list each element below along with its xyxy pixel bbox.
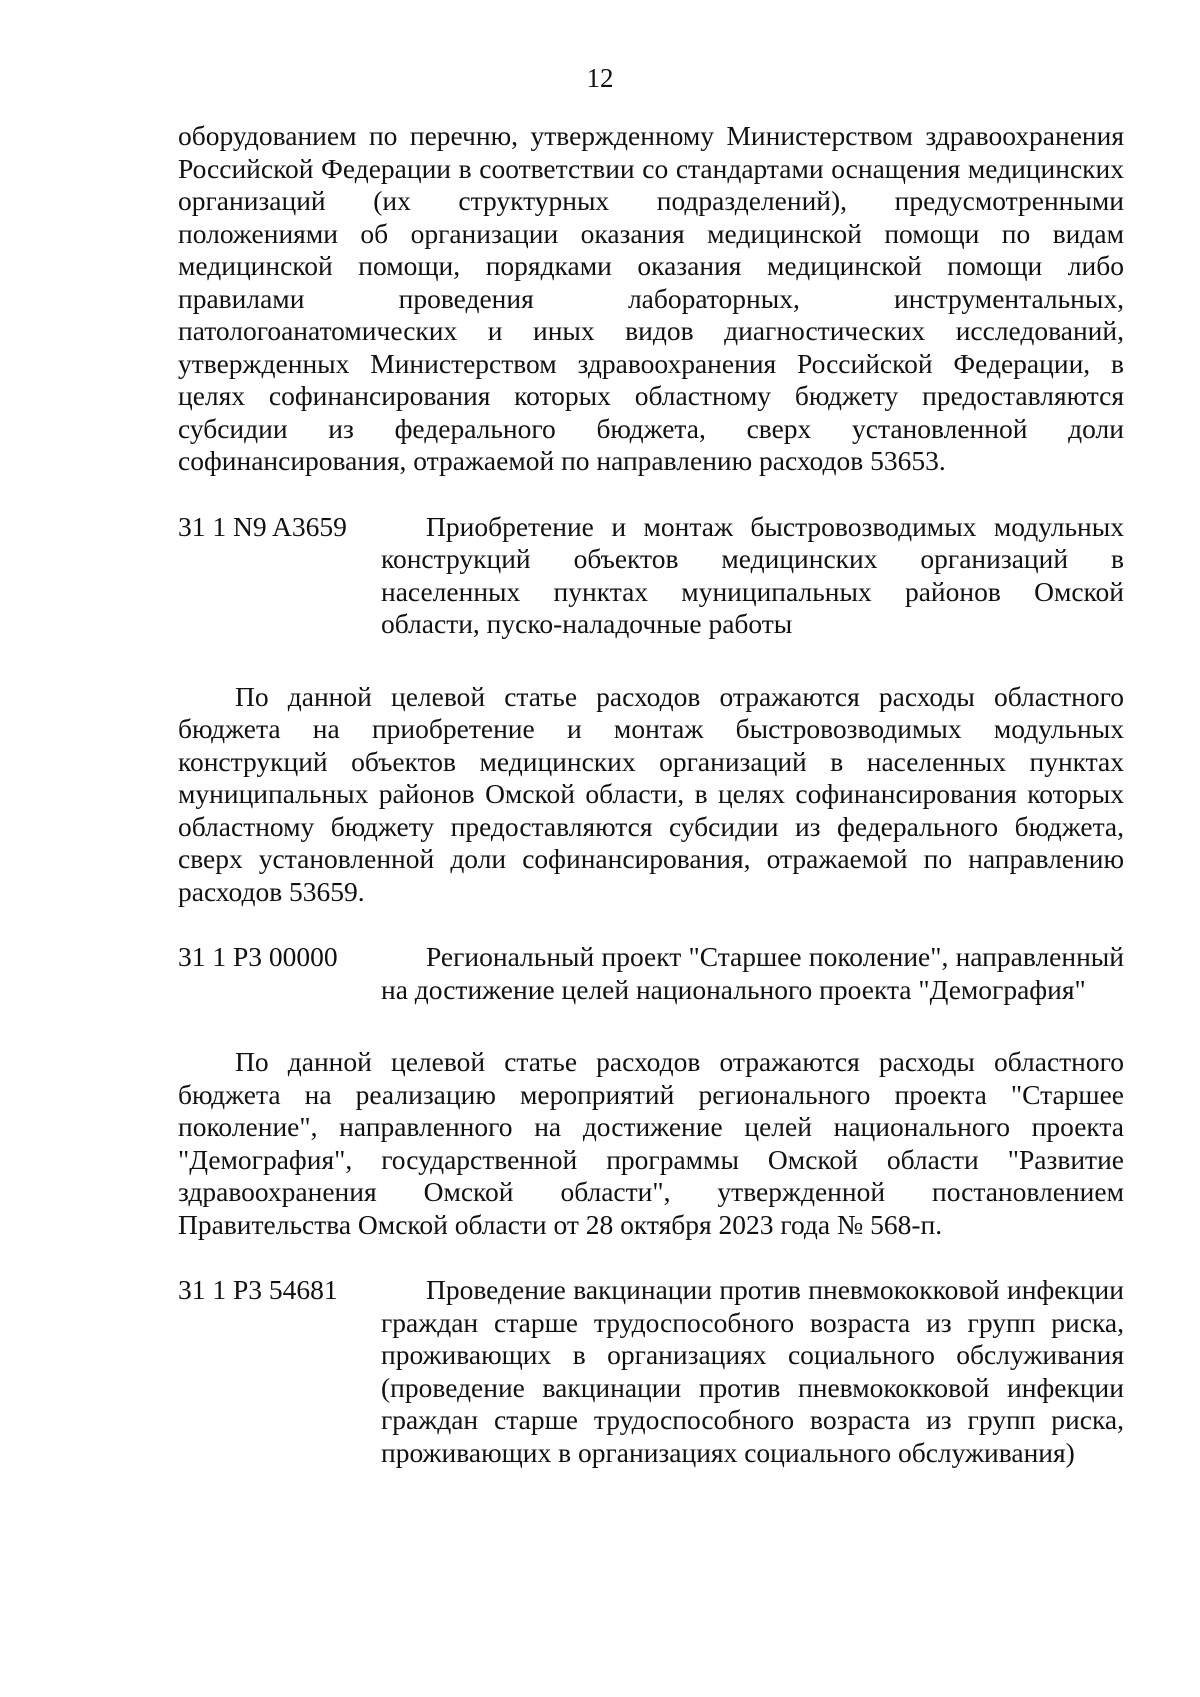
- paragraph-description-p3-00000: По данной целевой статье расходов отражаются расходы областного бюджета на реализацию мероприятий регионального проекта "Старшее поколение", направленного на достижение целей национального проекта "Демография", государственной программы Омской области "Развитие здравоохранения Омской области", утвержденной постановлением Правительства Омской области от 28 октября 2023 года № 568-п.: [178, 1046, 1124, 1240]
- page-content: [178, 120, 1124, 1469]
- entry-title: Региональный проект "Старшее поколение", направленный на достижение целей национального проекта "Демография": [381, 941, 1124, 1005]
- budget-entry-n9-a3659: [178, 511, 1124, 641]
- entry-title: Приобретение и монтаж быстровозводимых модульных конструкций объектов медицинских организаций в населенных пунктах муниципальных районов Омской области, пуско-наладочные работы: [381, 510, 1124, 639]
- entry-title: Проведение вакцинации против пневмококковой инфекции граждан старше трудоспособного возраста из групп риска, проживающих в организациях социального обслуживания (проведение вакцинации против пневмококковой инфекции граждан старше трудоспособного возраста из групп риска, проживающих в организациях социального обслуживания): [381, 1274, 1124, 1468]
- entry-code: 31 1 N9 A3659: [178, 510, 347, 542]
- budget-entry-p3-00000: [178, 941, 1124, 1006]
- entry-code: 31 1 P3 00000: [178, 941, 338, 972]
- page-number: 12: [586, 63, 614, 93]
- budget-entry-p3-54681: [178, 1274, 1124, 1469]
- entry-code: 31 1 P3 54681: [178, 1274, 338, 1305]
- paragraph-description-a3659: По данной целевой статье расходов отражаются расходы областного бюджета на приобретение и монтаж быстровозводимых модульных конструкций объектов медицинских организаций в населенных пунктах муниципальных районов Омской области, в целях софинансирования которых областному бюджету предоставляются субсидии из федерального бюджета, сверх установленной доли софинансирования, отражаемой по направлению расходов 53659.: [178, 680, 1124, 907]
- paragraph-continuation: оборудованием по перечню, утвержденному Министерством здравоохранения Российской Федерации в соответствии со стандартами оснащения медицинских организаций (их структурных подразделений), предусмотренными положениями об организации оказания медицинской помощи по видам медицинской помощи, порядками оказания медицинской помощи либо правилами проведения лабораторных, инструментальных, патологоанатомических и иных видов диагностических исследований, утвержденных Министерством здравоохранения Российской Федерации, в целях софинансирования которых областному бюджету предоставляются субсидии из федерального бюджета, сверх установленной доли софинансирования, отражаемой по направлению расходов 53653.: [178, 120, 1124, 476]
